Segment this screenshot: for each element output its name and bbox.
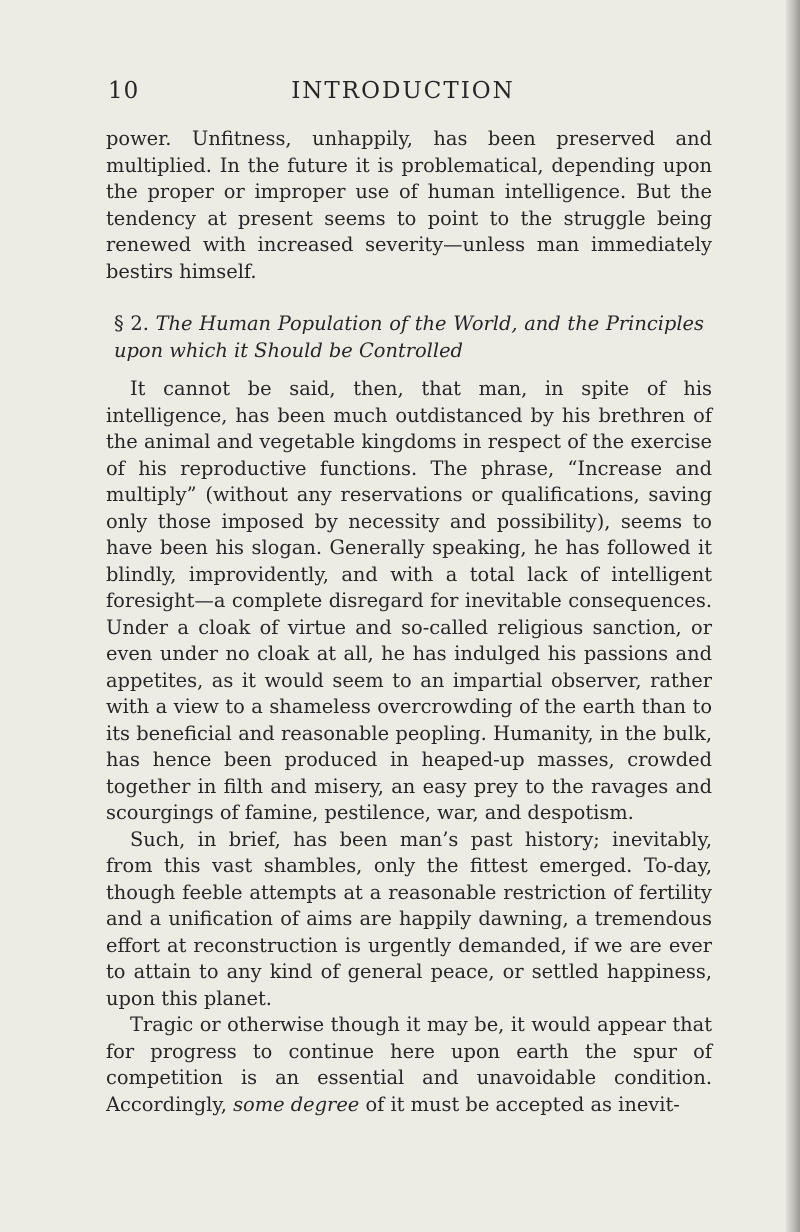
page-header bbox=[108, 78, 698, 108]
section-title: The Human Population of the World, and the Principles upon which it Should be Controlled bbox=[114, 312, 704, 362]
running-title: INTRODUCTION bbox=[291, 78, 515, 104]
page-edge-shadow bbox=[786, 0, 800, 1232]
paragraph: Such, in brief, has been man’s past history; inevitably, from this vast shambles, only the fittest emerged. To-day, though feeble attempts at a reasonable restriction of fertility and a unification of aims are happily dawning, a tremendous effort at reconstruction is urgently demanded, if we are ever to attain to any kind of general peace, or settled happiness, upon this planet. bbox=[106, 827, 712, 1010]
section-number: § 2. bbox=[114, 312, 149, 335]
paragraph-text: Tragic or otherwise though it may be, it would appear that for progress to continue here upon earth the spur of competition is an essential and unavoidable condition. Accordingly, bbox=[106, 1013, 712, 1116]
paragraph: It cannot be said, then, that man, in spite of his intelligence, has been much outdistanced by his brethren of the animal and vegetable kingdoms in respect of the exercise of his reproductive functions. The phrase, “Increase and multiply” (without any reservations or qualifications, saving only those imposed by necessity and possibility), seems to have been his slogan. Generally speaking, he has followed it blindly, improvidently, and with a total lack of intelligent foresight—a complete disregard for inevitable consequences. Under a cloak of virtue and so-called religious sanction, or even under no cloak at all, he has indulged his passions and appetites, as it would seem to an impartial observer, rather with a view to a shameless overcrowding of the earth than to its beneficial and reasonable peopling. Humanity, in the bulk, has hence been produced in heaped-up masses, crowded together in filth and misery, an easy prey to the ravages and scourgings of famine, pestilence, war, and despotism. bbox=[106, 377, 712, 824]
paragraph-last bbox=[106, 1012, 712, 1118]
page-number: 10 bbox=[108, 78, 140, 104]
paragraph-text: of it must be accepted as inevit- bbox=[365, 1092, 680, 1116]
paragraph-continuation: power. Unfitness, unhappily, has been preserved and multiplied. In the future it is problematical, depending upon the proper or improper use of human intelligence. But the tendency at present seems to point to the struggle being renewed with increased severity—unless man immediately bestirs himself. bbox=[106, 127, 712, 283]
body-text bbox=[106, 126, 712, 1118]
section-heading bbox=[106, 311, 712, 364]
emphasis-text: some degree bbox=[233, 1092, 360, 1116]
